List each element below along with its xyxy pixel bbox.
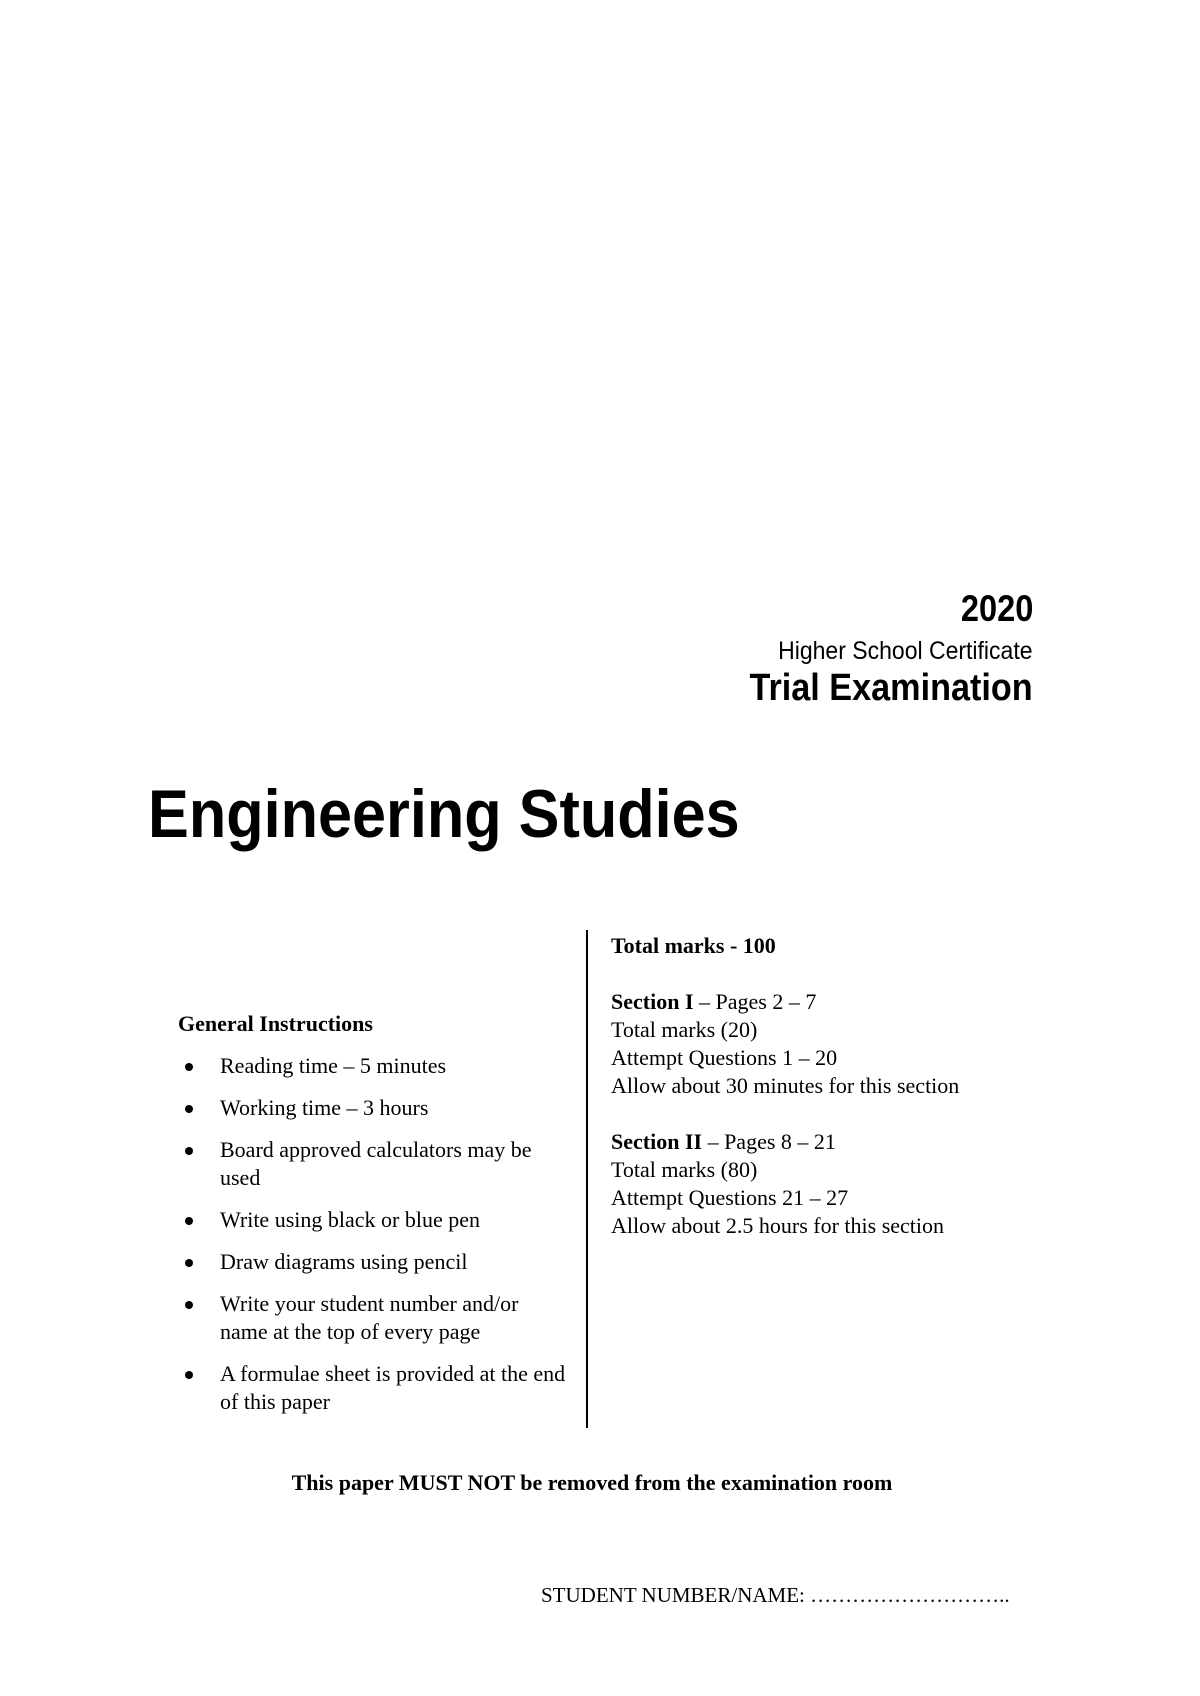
- instructions-heading: General Instructions: [178, 1011, 373, 1036]
- instruction-item: [178, 1094, 568, 1122]
- section-marks: Total marks (20): [611, 1017, 758, 1042]
- instruction-item: [178, 1360, 568, 1416]
- section-pages: – Pages 2 – 7: [693, 989, 817, 1014]
- removal-notice: This paper MUST NOT be removed from the examination room: [291, 1470, 893, 1495]
- section-2-info: [611, 1128, 1041, 1240]
- subject-title: Engineering Studies: [148, 776, 740, 852]
- instructions-list: [178, 1052, 568, 1416]
- instruction-text: Working time – 3 hours: [220, 1095, 429, 1120]
- instruction-item: [178, 1052, 568, 1080]
- instruction-item: [178, 1136, 568, 1192]
- section-questions: Attempt Questions 21 – 27: [611, 1185, 849, 1210]
- section-heading: [611, 988, 1041, 1016]
- section-time: Allow about 2.5 hours for this section: [611, 1213, 945, 1238]
- bullet-icon: [185, 1217, 193, 1225]
- exam-year: 2020: [960, 588, 1033, 629]
- general-instructions: [178, 1010, 568, 1430]
- exam-type-title: Trial Examination: [749, 667, 1033, 709]
- instruction-text: Draw diagrams using pencil: [220, 1249, 468, 1274]
- section-heading: [611, 1128, 1041, 1156]
- instruction-text: A formulae sheet is provided at the end of this paper: [220, 1361, 566, 1414]
- instruction-text: Write your student number and/or name at the top of every page: [220, 1291, 519, 1344]
- section-1-info: [611, 988, 1041, 1100]
- instruction-text: Reading time – 5 minutes: [220, 1053, 447, 1078]
- section-questions: Attempt Questions 1 – 20: [611, 1045, 838, 1070]
- section-title: Section I: [611, 989, 694, 1014]
- column-divider: [586, 930, 588, 1428]
- bullet-icon: [185, 1371, 193, 1379]
- instruction-item: [178, 1206, 568, 1234]
- instruction-item: [178, 1248, 568, 1276]
- bullet-icon: [185, 1147, 193, 1155]
- section-marks: Total marks (80): [611, 1157, 758, 1182]
- total-marks: Total marks - 100: [611, 933, 776, 958]
- bullet-icon: [185, 1301, 193, 1309]
- bullet-icon: [185, 1105, 193, 1113]
- bullet-icon: [185, 1259, 193, 1267]
- section-time: Allow about 30 minutes for this section: [611, 1073, 960, 1098]
- section-pages: – Pages 8 – 21: [702, 1129, 836, 1154]
- certificate-title: Higher School Certificate: [778, 637, 1033, 665]
- instruction-item: [178, 1290, 568, 1346]
- bullet-icon: [185, 1063, 193, 1071]
- section-title: Section II: [611, 1129, 703, 1154]
- student-number-name-line: STUDENT NUMBER/NAME: ………………………..: [541, 1583, 1010, 1607]
- marks-summary: [611, 932, 1041, 1268]
- instruction-text: Board approved calculators may be used: [220, 1137, 532, 1190]
- instruction-text: Write using black or blue pen: [220, 1207, 480, 1232]
